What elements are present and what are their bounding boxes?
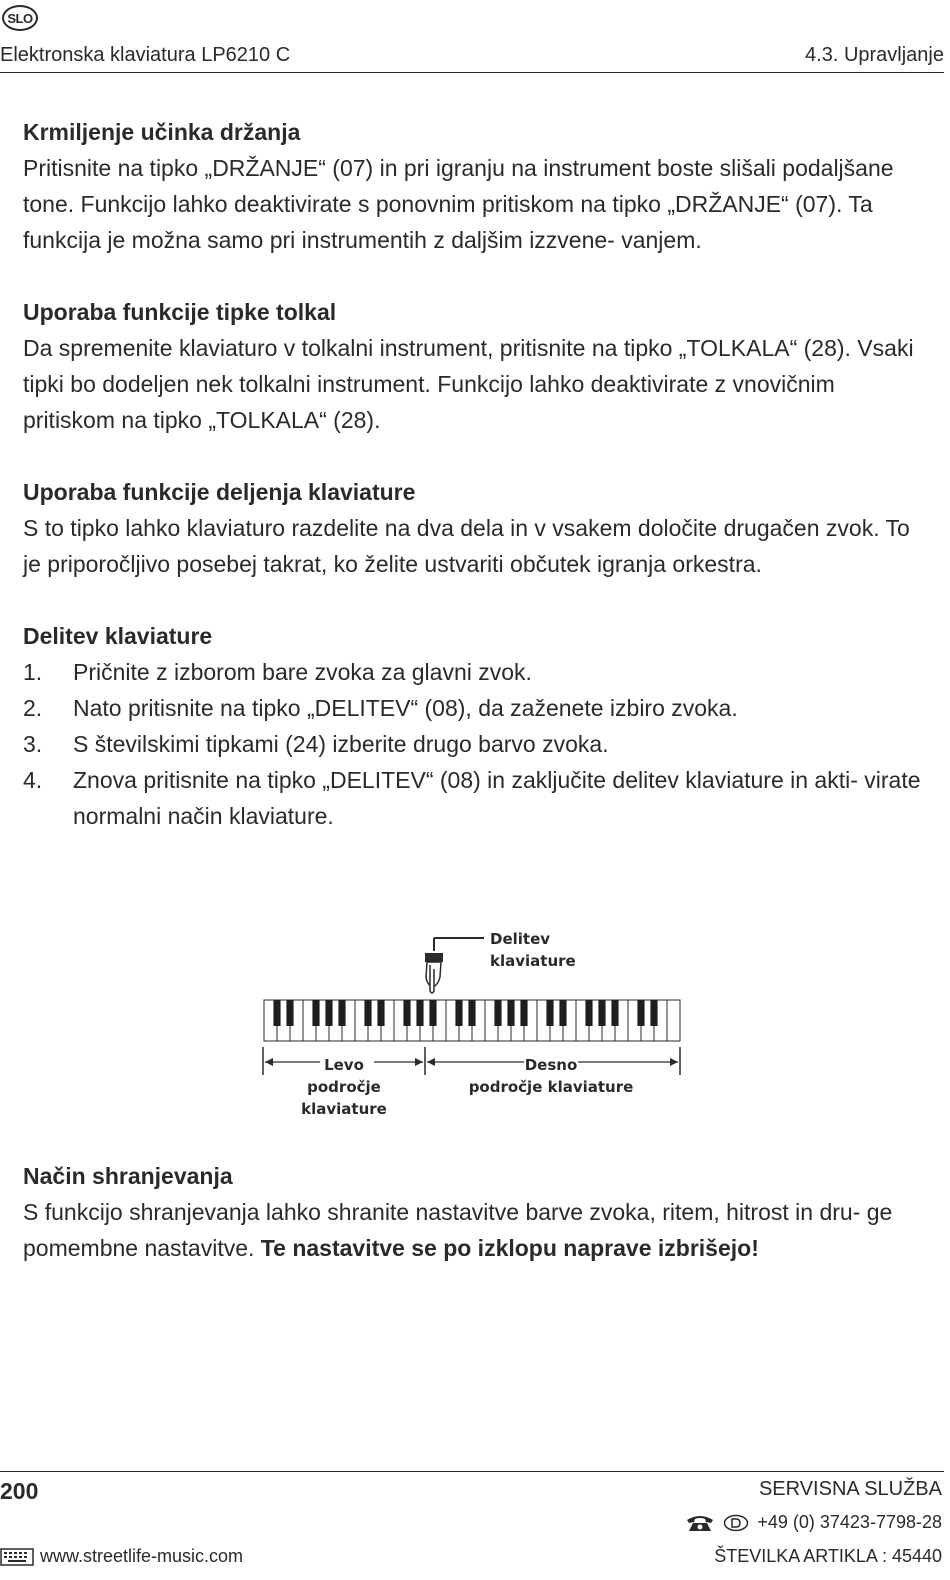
black-key <box>286 1000 293 1026</box>
document-title: Elektronska klaviatura LP6210 C <box>0 44 291 66</box>
section-text: Pritisnite na tipko „DRŽANJE“ (07) in pri igranju na instrument boste slišali podaljšane tone. Funkcijo lahko deaktivirate s ponovnim pritiskom na tipko „DRŽANJE“ (07). Ta funkcija je možna samo pri instrumentih z daljšim izzvene- vanjem. <box>23 155 894 253</box>
header-divider <box>0 72 944 73</box>
section-percussion <box>23 294 923 438</box>
black-key <box>403 1000 410 1026</box>
black-key <box>468 1000 475 1026</box>
section-heading: Način shranjevanja <box>23 1163 233 1189</box>
language-badge: SLO <box>2 5 38 31</box>
black-key <box>650 1000 657 1026</box>
section-sustain <box>23 114 923 258</box>
page-number: 200 <box>0 1478 39 1504</box>
section-heading: Uporaba funkcije deljenja klaviature <box>23 479 416 505</box>
list-item <box>23 726 923 762</box>
section-heading: Uporaba funkcije tipke tolkal <box>23 299 337 325</box>
list-item <box>23 690 923 726</box>
black-key <box>325 1000 332 1026</box>
black-key <box>598 1000 605 1026</box>
dial-icon <box>723 1514 749 1532</box>
phone-number: +49 (0) 37423-7798-28 <box>757 1512 942 1532</box>
steps-list <box>23 654 923 834</box>
black-key <box>585 1000 592 1026</box>
section-title: 4.3. Upravljanje <box>805 44 944 66</box>
list-item <box>23 762 923 834</box>
split-label-line: Delitev <box>490 930 551 948</box>
keyboard-split-figure <box>262 925 682 1118</box>
article-number: ŠTEVILKA ARTIKLA : 45440 <box>714 1546 942 1566</box>
left-label-line: področje klaviature <box>301 1078 387 1118</box>
section-text: S to tipko lahko klaviaturo razdelite na dva dela in v vsakem določite drugačen zvok. To je priporočljivo posebej takrat, ko želite ustvariti občutek igranja orkestra. <box>23 515 910 577</box>
footer-divider <box>0 1471 944 1472</box>
service-title: SERVISNA SLUŽBA <box>758 1478 942 1500</box>
right-zone-label <box>426 1054 676 1098</box>
split-label-line: klaviature <box>490 952 576 970</box>
website-link[interactable]: www.streetlife-music.com <box>40 1546 244 1566</box>
black-key <box>611 1000 618 1026</box>
list-item <box>23 654 923 690</box>
section-text <box>23 1194 923 1266</box>
left-zone-label <box>262 1054 426 1120</box>
step-number: 1. <box>23 659 43 685</box>
black-key <box>637 1000 644 1026</box>
website-info <box>0 1546 243 1567</box>
main-content <box>23 114 923 870</box>
section-split-steps <box>23 618 923 834</box>
black-key <box>520 1000 527 1026</box>
white-key <box>667 1000 680 1041</box>
split-point-label <box>490 928 576 972</box>
black-key <box>338 1000 345 1026</box>
black-key <box>429 1000 436 1026</box>
pressing-finger-icon <box>425 953 443 993</box>
service-contact <box>685 1512 942 1533</box>
save-text: S funkcijo shranjevanja lahko shranite nastavitve barve zvoka, ritem, hitrost in dru- ge pomembne nastavitve. <box>23 1199 893 1261</box>
step-number: 2. <box>23 695 43 721</box>
right-label-line: področje klaviature <box>468 1078 634 1096</box>
section-split-function <box>23 474 923 582</box>
telephone-icon <box>685 1514 715 1532</box>
black-key <box>546 1000 553 1026</box>
section-text: Da spremenite klaviaturo v tolkalni instrument, pritisnite na tipko „TOLKALA“ (28). Vsaki tipki bo dodeljen nek tolkalni instrument. Funkcijo lahko deaktivirate z vnovičnim pritiskom na tipko „TOLKALA“ (28). <box>23 335 914 433</box>
keyboard-icon <box>0 1548 34 1566</box>
save-warning: Te nastavitve se po izklopu naprave izbrišejo! <box>260 1235 759 1261</box>
black-key <box>559 1000 566 1026</box>
black-key <box>507 1000 514 1026</box>
black-key <box>377 1000 384 1026</box>
step-number: 4. <box>23 767 43 793</box>
black-key <box>455 1000 462 1026</box>
right-label-line: Desno <box>524 1056 578 1074</box>
black-key <box>494 1000 501 1026</box>
section-heading: Krmiljenje učinka držanja <box>23 119 301 145</box>
step-number: 3. <box>23 731 43 757</box>
black-key <box>312 1000 319 1026</box>
step-text: S številskimi tipkami (24) izberite drugo barvo zvoka. <box>73 731 609 757</box>
section-save-mode <box>23 1158 923 1266</box>
step-text: Nato pritisnite na tipko „DELITEV“ (08), da zaženete izbiro zvoka. <box>73 695 738 721</box>
section-heading: Delitev klaviature <box>23 623 213 649</box>
step-text: Znova pritisnite na tipko „DELITEV“ (08) in zaključite delitev klaviature in akti- virate normalni način klaviature. <box>73 767 921 829</box>
black-key <box>273 1000 280 1026</box>
black-key <box>364 1000 371 1026</box>
black-key <box>416 1000 423 1026</box>
step-text: Pričnite z izborom bare zvoka za glavni zvok. <box>73 659 532 685</box>
left-label-line: Levo <box>324 1056 364 1074</box>
